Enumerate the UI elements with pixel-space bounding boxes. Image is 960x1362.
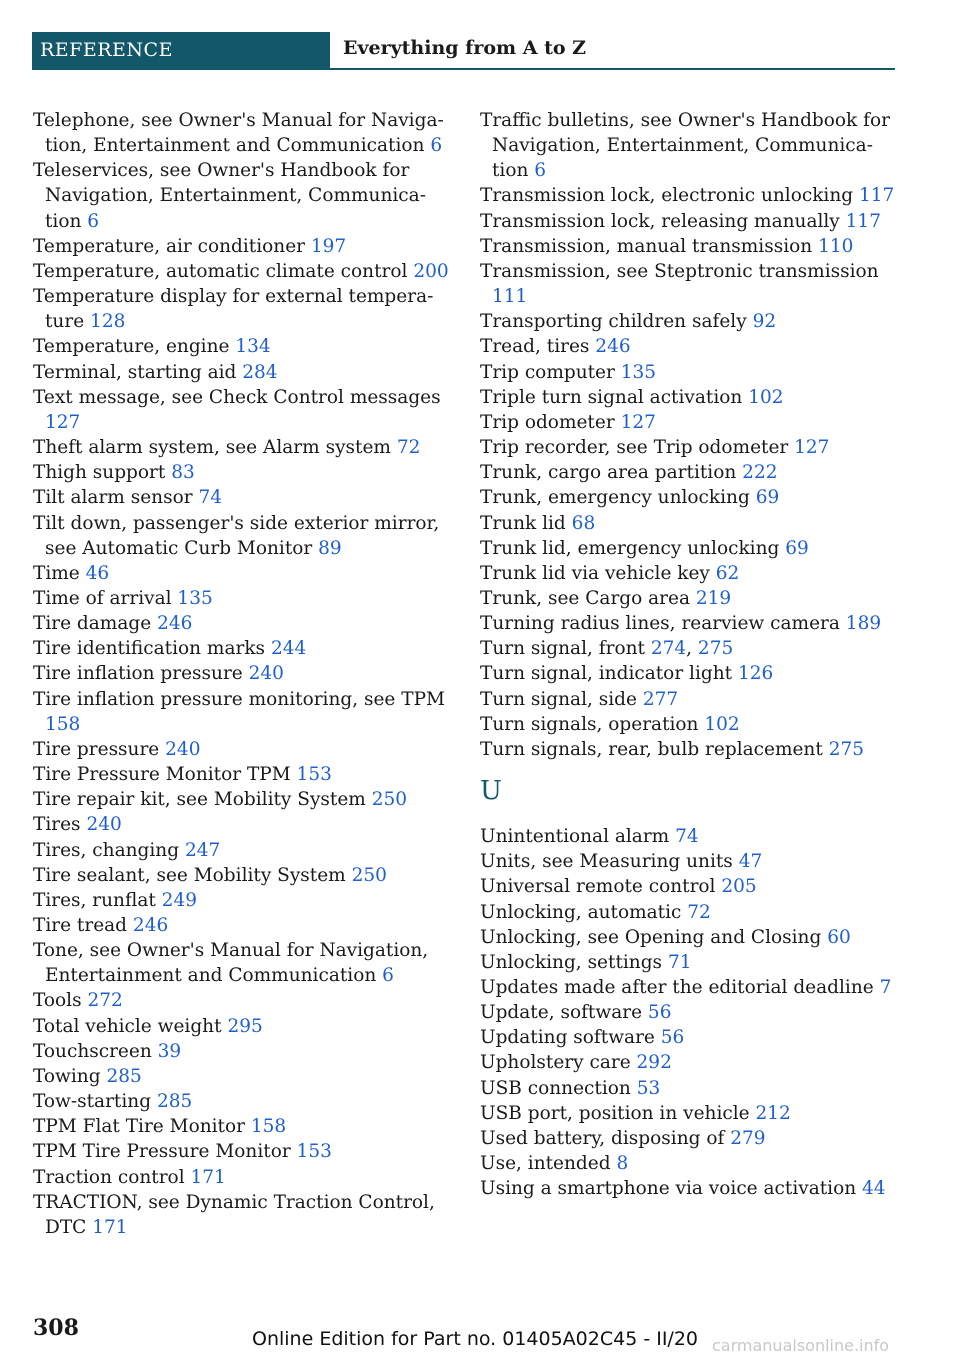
index-entry — [33, 812, 453, 837]
index-entry: Turn signal, front 274, 275 — [480, 638, 734, 660]
page-link[interactable]: 74 — [198, 487, 222, 509]
index-entry-text: Total vehicle weight — [33, 1015, 222, 1037]
index-entry-text: Trunk, emergency unlocking — [480, 487, 750, 509]
index-entry-text: Using a smartphone via voice activation — [480, 1178, 857, 1200]
page-link[interactable]: 274 — [650, 638, 687, 660]
header-section-bar — [32, 32, 330, 70]
index-entry — [480, 1151, 900, 1176]
index-entry-text: TRACTION, see Dynamic Traction Control, DTC — [33, 1191, 435, 1238]
page-link[interactable]: 69 — [755, 487, 780, 509]
index-entry — [480, 309, 900, 334]
page-link[interactable]: 117 — [845, 210, 881, 232]
page-link[interactable]: 127 — [620, 411, 656, 433]
page-link[interactable]: 117 — [859, 185, 895, 207]
index-entry-text: Trip computer — [480, 361, 615, 383]
index-entry — [33, 687, 453, 737]
index-entry — [480, 1000, 900, 1025]
page-link[interactable]: 249 — [161, 889, 197, 911]
page-link[interactable]: 158 — [45, 713, 81, 735]
index-entry-text: Units, see Measuring units — [480, 851, 733, 873]
index-entry — [480, 460, 900, 485]
page-link[interactable]: 275 — [697, 638, 734, 660]
index-entry — [33, 938, 453, 988]
index-entry-text: Transmission, manual transmission — [480, 235, 813, 257]
page-link[interactable]: 6 — [534, 160, 547, 182]
page-link[interactable]: 102 — [704, 713, 740, 735]
index-entry-text: Tires — [33, 814, 81, 836]
page-link[interactable]: 277 — [642, 688, 679, 710]
index-entry-text: Temperature, air conditioner — [33, 235, 305, 257]
index-entry — [33, 435, 453, 460]
index-entry-text: Tires, changing — [33, 839, 180, 861]
index-entry — [33, 636, 453, 661]
index-entry-text: Towing — [33, 1065, 101, 1087]
index-group-u — [480, 824, 900, 1201]
index-entry — [33, 737, 453, 762]
watermark: carmanualsonline.info — [712, 1336, 890, 1355]
index-entry — [33, 1139, 453, 1164]
index-entry — [480, 824, 900, 849]
page-link[interactable]: 247 — [184, 839, 221, 861]
page-link[interactable]: 72 — [687, 901, 711, 923]
index-entry — [480, 712, 900, 737]
page-link[interactable]: 6 — [87, 210, 100, 232]
page-link[interactable]: 171 — [92, 1216, 128, 1238]
index-entry-text: Tire inflation pressure — [33, 663, 243, 685]
index-entry-text: Transporting children safely — [480, 311, 747, 333]
index-entry — [33, 1165, 453, 1190]
page-link[interactable]: 72 — [396, 437, 421, 459]
index-entry-text: Upholstery care — [480, 1052, 631, 1074]
index-entry — [33, 1039, 453, 1064]
page-link[interactable]: 8 — [616, 1153, 629, 1175]
index-entry — [480, 950, 900, 975]
index-entry — [480, 410, 900, 435]
index-entry-text: Tire pressure — [33, 738, 160, 760]
index-entry — [480, 874, 900, 899]
index-entry — [33, 863, 453, 888]
index-entry-text: Touchscreen — [33, 1040, 152, 1062]
index-entry-text: Trunk, cargo area partition — [480, 462, 737, 484]
index-entry — [33, 1114, 453, 1139]
page-link[interactable]: 128 — [90, 311, 126, 333]
page-link[interactable]: 246 — [132, 915, 169, 936]
index-entry-text: Updates made after the editorial deadline — [480, 977, 874, 998]
index-entry-text: Theft alarm system, see Alarm system — [33, 437, 391, 459]
header-title: Everything from A to Z — [343, 37, 587, 59]
page-link[interactable]: 212 — [755, 1102, 791, 1124]
index-entry-text: Trip odometer — [480, 411, 615, 433]
index-entry-text: Tools — [33, 990, 82, 1012]
index-column-right — [480, 108, 900, 1201]
index-entry — [480, 687, 900, 712]
index-entry-text: Turn signal, front — [480, 638, 645, 660]
index-entry-text: USB port, position in vehicle — [480, 1102, 750, 1124]
index-entry — [480, 1076, 900, 1101]
index-entry — [33, 988, 453, 1013]
page-link[interactable]: 246 — [595, 336, 631, 358]
index-entry — [480, 1050, 900, 1075]
index-entry-text: Trunk lid — [480, 512, 566, 534]
page-link[interactable]: 39 — [157, 1040, 182, 1062]
index-entry — [33, 385, 453, 435]
page-link[interactable]: 7 — [879, 977, 892, 998]
page-link[interactable]: 284 — [242, 361, 278, 383]
index-entry-text: Universal remote control — [480, 876, 716, 898]
index-entry — [480, 234, 900, 259]
section-letter: U — [480, 776, 502, 807]
index-entry-text: Turn signals, operation — [480, 713, 699, 735]
page-link[interactable]: 285 — [106, 1065, 142, 1087]
index-entry-text: Trunk lid via vehicle key — [480, 562, 710, 584]
page-link[interactable]: 53 — [636, 1077, 661, 1099]
index-entry — [480, 209, 900, 234]
page-link[interactable]: 153 — [296, 764, 332, 786]
index-entry-text: Turn signal, indicator light — [480, 663, 733, 685]
page-link[interactable]: 292 — [636, 1052, 672, 1074]
index-column-left — [33, 108, 453, 1240]
index-entry — [33, 334, 453, 359]
index-entry-text: Traffic bulletins, see Owner's Handbook for Navigation, Entertainment, Communication — [480, 110, 890, 182]
page-link[interactable]: 60 — [827, 926, 851, 948]
page-link[interactable]: 197 — [310, 235, 347, 257]
page-link[interactable]: 200 — [413, 260, 449, 282]
page-link[interactable]: 285 — [156, 1091, 193, 1113]
page-link[interactable]: 279 — [730, 1127, 766, 1149]
index-entry-text: Update, software — [480, 1002, 643, 1024]
index-entry-text: Unlocking, automatic — [480, 901, 682, 923]
index-entry-text: USB connection — [480, 1077, 631, 1099]
index-entry — [33, 1190, 453, 1240]
page-link[interactable]: 240 — [248, 663, 284, 685]
index-entry-text: Transmission, see Steptronic transmission — [480, 260, 879, 282]
page-link[interactable]: 250 — [371, 789, 408, 811]
index-entry — [480, 925, 900, 950]
page-link[interactable]: 89 — [318, 537, 342, 559]
page-link[interactable]: 127 — [45, 411, 81, 433]
index-entry-text: Triple turn signal activation — [480, 386, 743, 408]
header-rule — [330, 68, 895, 70]
index-entry-text: Tire Pressure Monitor TPM — [33, 764, 291, 786]
index-entry-text: TPM Flat Tire Monitor — [33, 1116, 245, 1138]
index-entry-text: Transmission lock, releasing manually — [480, 210, 840, 232]
page-link[interactable]: 6 — [430, 135, 443, 157]
index-entry — [33, 611, 453, 636]
index-entry — [480, 900, 900, 925]
page-link[interactable]: 189 — [845, 613, 882, 635]
index-entry — [480, 1101, 900, 1126]
page-link[interactable]: 135 — [177, 587, 213, 609]
page-link[interactable]: 110 — [818, 235, 854, 257]
index-entry-text: Time of arrival — [33, 587, 172, 609]
index-entry-text: Tire sealant, see Mobility System — [33, 864, 346, 886]
page-link[interactable]: 71 — [667, 951, 692, 973]
page-link[interactable]: 134 — [235, 336, 271, 358]
index-entry — [480, 183, 900, 208]
index-entry-text: Trunk, see Cargo area — [480, 587, 690, 609]
page-link[interactable]: 222 — [742, 462, 778, 484]
index-entry — [33, 762, 453, 787]
index-entry-text: Unintentional alarm — [480, 826, 670, 848]
index-entry — [480, 334, 900, 359]
index-entry — [33, 234, 453, 259]
index-entry — [33, 511, 453, 561]
index-entry-text: Used battery, disposing of — [480, 1127, 725, 1149]
index-entry — [33, 485, 453, 510]
index-entry — [33, 888, 453, 913]
index-entry-text: Text message, see Check Control messages — [33, 386, 441, 408]
page-link[interactable]: 205 — [721, 876, 757, 898]
index-entry-text: Terminal, starting aid — [33, 361, 237, 383]
index-entry — [480, 511, 900, 536]
index-entry-text: Temperature display for external temperature — [33, 286, 434, 333]
page-link[interactable]: 240 — [165, 738, 201, 760]
page-link[interactable]: 92 — [752, 311, 777, 333]
index-entry — [33, 586, 453, 611]
index-entry — [480, 360, 900, 385]
index-entry-text: Tread, tires — [480, 336, 590, 358]
index-entry-text: Unlocking, see Opening and Closing — [480, 926, 822, 948]
index-entry — [33, 460, 453, 485]
header-section-label: REFERENCE — [40, 39, 173, 61]
index-entry — [480, 849, 900, 874]
index-entry — [33, 360, 453, 385]
page-link[interactable]: 295 — [227, 1015, 263, 1037]
page-link[interactable]: 158 — [250, 1116, 287, 1138]
index-entry — [480, 975, 900, 1000]
index-entry-text: Tire tread — [33, 915, 128, 936]
page-link[interactable]: 83 — [171, 462, 195, 484]
page-link[interactable]: 250 — [351, 864, 387, 886]
index-entry-text: Temperature, automatic climate control — [33, 260, 408, 282]
index-entry-text: Transmission lock, electronic unlocking — [480, 185, 854, 207]
page-link[interactable]: 62 — [715, 562, 740, 584]
index-entry — [480, 561, 900, 586]
index-entry — [33, 1064, 453, 1089]
index-entry-text: Turning radius lines, rearview camera — [480, 613, 840, 635]
index-entry — [480, 385, 900, 410]
page-link[interactable]: 46 — [85, 562, 110, 584]
index-entry-text: Temperature, engine — [33, 336, 230, 358]
page-link[interactable]: 127 — [794, 437, 830, 459]
index-entry — [480, 661, 900, 686]
page-link[interactable]: 69 — [785, 537, 809, 559]
index-entry — [480, 1126, 900, 1151]
index-entry-text: Updating software — [480, 1027, 655, 1049]
index-entry — [480, 1176, 900, 1201]
page-link[interactable]: 219 — [695, 587, 732, 609]
page-link[interactable]: 135 — [620, 361, 657, 383]
page-link[interactable]: 47 — [738, 851, 763, 873]
footer-edition: Online Edition for Part no. 01405A02C45 - II/20 — [252, 1328, 699, 1350]
page-link[interactable]: 111 — [492, 286, 528, 308]
page-link[interactable]: 246 — [157, 613, 193, 635]
index-entry-text: Unlocking, settings — [480, 951, 663, 973]
page-link[interactable]: 272 — [87, 990, 123, 1012]
index-entry-text: Use, intended — [480, 1153, 611, 1175]
index-entry — [33, 838, 453, 863]
index-entry-text: Tire inflation pressure monitoring, see TPM — [33, 688, 445, 710]
page-link[interactable]: 74 — [675, 826, 699, 848]
index-entry — [480, 1025, 900, 1050]
page-link[interactable]: 153 — [296, 1141, 332, 1163]
index-entry-text: Tow-starting — [33, 1091, 152, 1113]
page-link[interactable]: 56 — [660, 1027, 685, 1049]
page-link[interactable]: 240 — [86, 814, 122, 836]
page-link[interactable]: 126 — [737, 663, 774, 685]
index-entry — [33, 1089, 453, 1114]
index-entry-text: Tire identification marks — [33, 638, 266, 660]
index-entry-text: Turn signals, rear, bulb replacement — [480, 738, 823, 760]
index-group-t — [480, 108, 900, 762]
index-entry-text: Teleservices, see Owner's Handbook for Navigation, Entertainment, Communication — [33, 160, 426, 232]
index-entry — [480, 435, 900, 460]
index-entry — [33, 1014, 453, 1039]
index-entry-text: Tire damage — [33, 613, 152, 635]
index-entry-text: Turn signal, side — [480, 688, 637, 710]
index-entry-text: Telephone, see Owner's Manual for Navigation, Entertainment and Communication — [33, 110, 444, 157]
index-entry — [480, 586, 900, 611]
index-entry-text: Tilt down, passenger's side exterior mirror, see Automatic Curb Monitor — [33, 512, 440, 559]
index-entry — [33, 259, 453, 284]
index-entry — [33, 913, 453, 938]
page-number: 308 — [33, 1315, 79, 1341]
page-link[interactable]: 275 — [828, 738, 864, 760]
page-link[interactable]: 102 — [748, 386, 784, 408]
index-entry-text: Trip recorder, see Trip odometer — [480, 437, 789, 459]
index-entry — [33, 661, 453, 686]
index-entry — [480, 108, 900, 183]
page-link[interactable]: 68 — [571, 512, 596, 534]
index-entry — [33, 284, 453, 334]
page-link[interactable]: 244 — [270, 638, 307, 660]
page-link[interactable]: 56 — [647, 1002, 672, 1024]
page-link[interactable]: 44 — [862, 1178, 886, 1200]
index-entry — [33, 158, 453, 233]
index-entry-text: Tone, see Owner's Manual for Navigation, Entertainment and Communication — [33, 940, 429, 987]
index-entry — [480, 737, 900, 762]
index-entry — [480, 536, 900, 561]
index-entry-text: Thigh support — [33, 462, 166, 484]
index-entry — [33, 561, 453, 586]
index-entry-text: Tire repair kit, see Mobility System — [33, 789, 366, 811]
index-entry — [480, 611, 900, 636]
index-entry-text: Tilt alarm sensor — [33, 487, 193, 509]
page-link[interactable]: 171 — [190, 1166, 226, 1188]
index-entry-text: Time — [33, 562, 80, 584]
index-entry — [33, 787, 453, 812]
index-entry-text: Tires, runflat — [33, 889, 156, 911]
index-entry — [33, 108, 453, 158]
index-entry-text: Trunk lid, emergency unlocking — [480, 537, 780, 559]
index-entry-text: TPM Tire Pressure Monitor — [33, 1141, 291, 1163]
page-link[interactable]: 6 — [382, 965, 394, 987]
index-entry-text: Traction control — [33, 1166, 185, 1188]
index-entry — [480, 259, 900, 309]
index-entry — [480, 485, 900, 510]
